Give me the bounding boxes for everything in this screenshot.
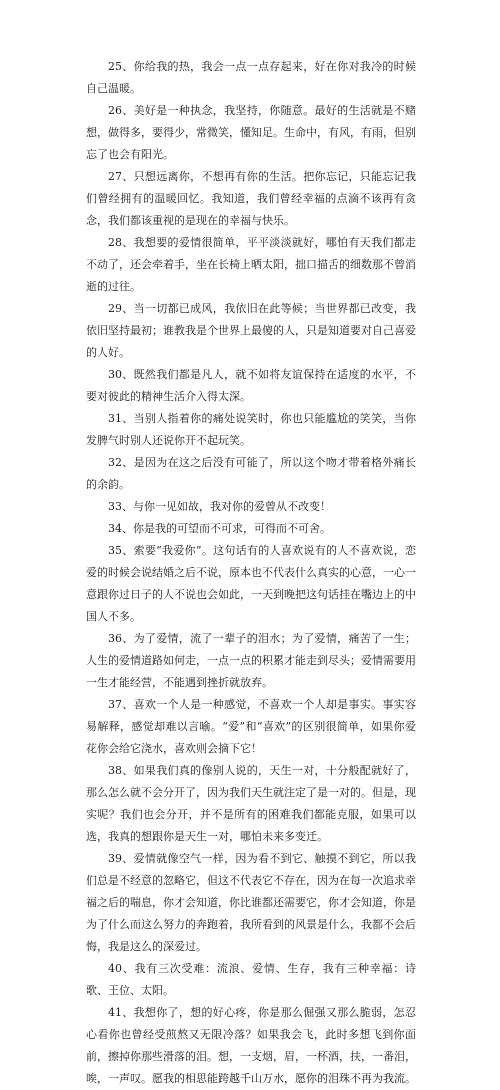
list-item: 31、当别人指着你的痛处说笑时，你也只能尴尬的笑笑，当你发脾气时别人还说你开不起玩笑。	[86, 412, 416, 447]
list-item: 28、我想要的爱情很简单，平平淡淡就好，哪怕有天我们都走不动了，还会牵着手，坐在长椅上晒太阳，拙口描舌的细数那不曾消逝的过往。	[86, 236, 416, 293]
list-item: 40、我有三次受难：流浪、爱情、生存，我有三种幸福：诗歌、王位、太阳。	[86, 962, 416, 997]
list-item: 29、当一切都已成风，我依旧在此等候；当世界都已改变，我依旧坚持最初；谁教我是个世界上最傻的人，只是知道要对自己喜爱的人好。	[86, 302, 416, 359]
list-item: 36、为了爱情，流了一辈子的泪水；为了爱情，痛苦了一生；人生的爱情道路如何走，一点一点的积累才能走到尽头；爱情需要用一生才能经营，不能遇到挫折就放弃。	[86, 632, 416, 689]
list-item: 33、与你一见如故，我对你的爱曾从不改变！	[108, 500, 331, 513]
list-item: 38、如果我们真的像别人说的，天生一对，十分般配就好了，那么怎么就不会分开了，因为我们天生就注定了是一对的。但是，现实呢？我们也会分开，并不是所有的困难我们都能克服，如果可以选，我真的想跟你是天生一对，哪怕未来多变迁。	[86, 764, 416, 843]
list-item: 25、你给我的热，我会一点一点存起来，好在你对我冷的时候自己温暖。	[86, 60, 416, 95]
list-item: 30、既然我们都是凡人，就不如将友谊保持在适度的水平，不要对彼此的精神生活介入得太深。	[86, 368, 416, 403]
list-item: 32、是因为在这之后没有可能了，所以这个吻才带着格外痛长的余韵。	[86, 456, 416, 491]
list-item: 41、我想你了，想的好心疼，你是那么倔强又那么脆弱，怎忍心看你也曾经受煎熬又无限冷落？如果我会飞，此时多想飞到你面前，擦掉你那些滑落的泪。想，一支烟，眉，一杯酒，扶，一番泪，唉，一声叹。愿我的相思能跨越千山万水，愿你的泪珠不再为我流。	[86, 1006, 416, 1085]
list-item: 39、爱情就像空气一样，因为看不到它、触摸不到它，所以我们总是不经意的忽略它，但这不代表它不存在，因为在每一次追求幸福之后的喘息，你才会知道，你比谁都还需要它，你才会知道，你是为了什么而这么努力的奔跑着，我所看到的风景是什么，我都不会后悔，我是这么的深爱过。	[86, 852, 416, 953]
list-item: 37、喜欢一个人是一种感觉，不喜欢一个人却是事实。事实容易解释，感觉却难以言喻。“爱”和“喜欢”的区别很简单，如果你爱花你会给它浇水，喜欢则会摘下它！	[86, 698, 416, 755]
list-item: 27、只想远离你，不想再有你的生活。把你忘记，只能忘记我们曾经拥有的温暖回忆。我知道，我们曾经幸福的点滴不该再有贪念，我们都该重视的是现在的幸福与快乐。	[86, 170, 416, 227]
list-item: 26、美好是一种执念，我坚持，你随意。最好的生活就是不赌想，做得多，要得少，常微笑，懂知足。生命中，有风，有雨，但别忘了也会有阳光。	[86, 104, 416, 161]
list-item: 34、你是我的可望而不可求，可得而不可舍。	[108, 522, 331, 535]
list-item: 35、索要“我爱你”。这句话有的人喜欢说有的人不喜欢说，恋爱的时候会说结婚之后不说，原本也不代表什么真实的心意，一心一意跟你过日子的人不说也会如此，一天到晚把这句话挂在嘴边上的中国人不多。	[86, 544, 416, 623]
text-column	[86, 56, 416, 1090]
